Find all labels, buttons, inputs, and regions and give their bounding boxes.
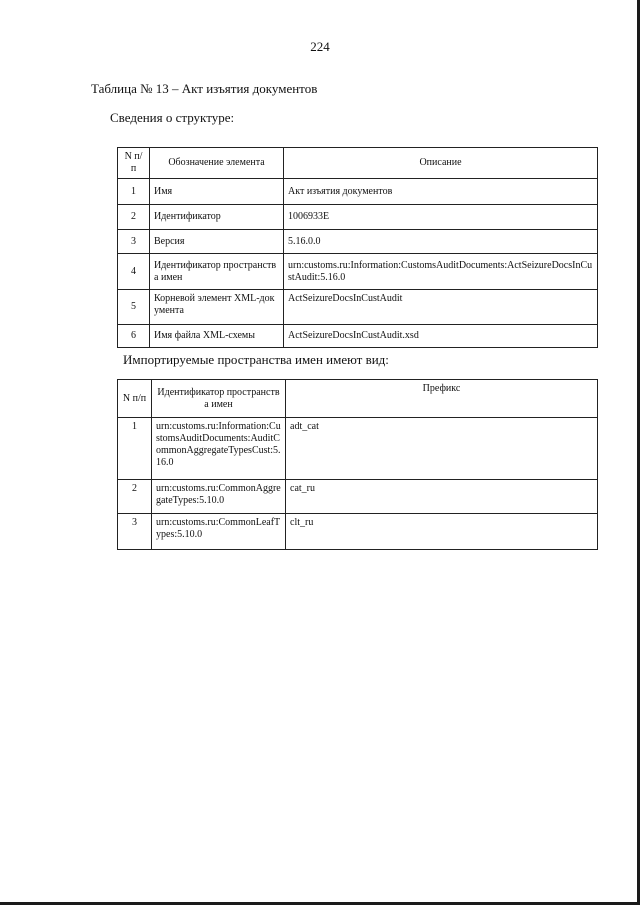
table-row	[118, 230, 598, 254]
element-description: 1006933E	[284, 205, 598, 230]
element-name: Версия	[150, 230, 284, 254]
structure-table	[117, 147, 598, 348]
table-title: Таблица № 13 – Акт изъятия документов	[91, 81, 318, 96]
element-name: Идентификатор	[150, 205, 284, 230]
element-description: ActSeizureDocsInCustAudit.xsd	[284, 325, 598, 348]
row-number: 6	[118, 325, 150, 348]
table-header-row	[118, 380, 598, 418]
table-row	[118, 480, 598, 514]
column-header: Обозначение элемента	[150, 148, 284, 179]
element-name: Имя	[150, 179, 284, 205]
column-header: Идентификатор пространства имен	[152, 380, 286, 418]
namespace-prefix: adt_cat	[286, 418, 598, 480]
element-name: Идентификатор пространства имен	[150, 254, 284, 290]
element-name: Корневой элемент XML-документа	[150, 290, 284, 325]
element-name: Имя файла XML-схемы	[150, 325, 284, 348]
row-number: 3	[118, 514, 152, 550]
element-description: 5.16.0.0	[284, 230, 598, 254]
element-description: Акт изъятия документов	[284, 179, 598, 205]
row-number: 5	[118, 290, 150, 325]
table-row	[118, 325, 598, 348]
table-header-row	[118, 148, 598, 179]
namespace-identifier: urn:customs.ru:Information:CustomsAuditDocuments:AuditCommonAggregateTypesCust:5.16.0	[152, 418, 286, 480]
namespace-prefix: cat_ru	[286, 480, 598, 514]
row-number: 2	[118, 480, 152, 514]
namespaces-heading: Импортируемые пространства имен имеют вид:	[123, 352, 389, 367]
namespace-identifier: urn:customs.ru:CommonAggregateTypes:5.10.0	[152, 480, 286, 514]
row-number: 1	[118, 179, 150, 205]
table-row	[118, 205, 598, 230]
table-row	[118, 290, 598, 325]
column-header: Описание	[284, 148, 598, 179]
element-description: ActSeizureDocsInCustAudit	[284, 290, 598, 325]
column-header: N п/п	[118, 380, 152, 418]
row-number: 1	[118, 418, 152, 480]
table-row	[118, 179, 598, 205]
element-description: urn:customs.ru:Information:CustomsAuditDocuments:ActSeizureDocsInCustAudit:5.16.0	[284, 254, 598, 290]
namespace-prefix: clt_ru	[286, 514, 598, 550]
row-number: 2	[118, 205, 150, 230]
table-row	[118, 418, 598, 480]
table-row	[118, 254, 598, 290]
structure-heading: Сведения о структуре:	[110, 110, 235, 125]
column-header: N п/п	[118, 148, 150, 179]
row-number: 3	[118, 230, 150, 254]
column-header: Префикс	[286, 380, 598, 418]
namespaces-table	[117, 379, 598, 550]
table-row	[118, 514, 598, 550]
namespace-identifier: urn:customs.ru:CommonLeafTypes:5.10.0	[152, 514, 286, 550]
row-number: 4	[118, 254, 150, 290]
page-number: 224	[310, 39, 330, 54]
